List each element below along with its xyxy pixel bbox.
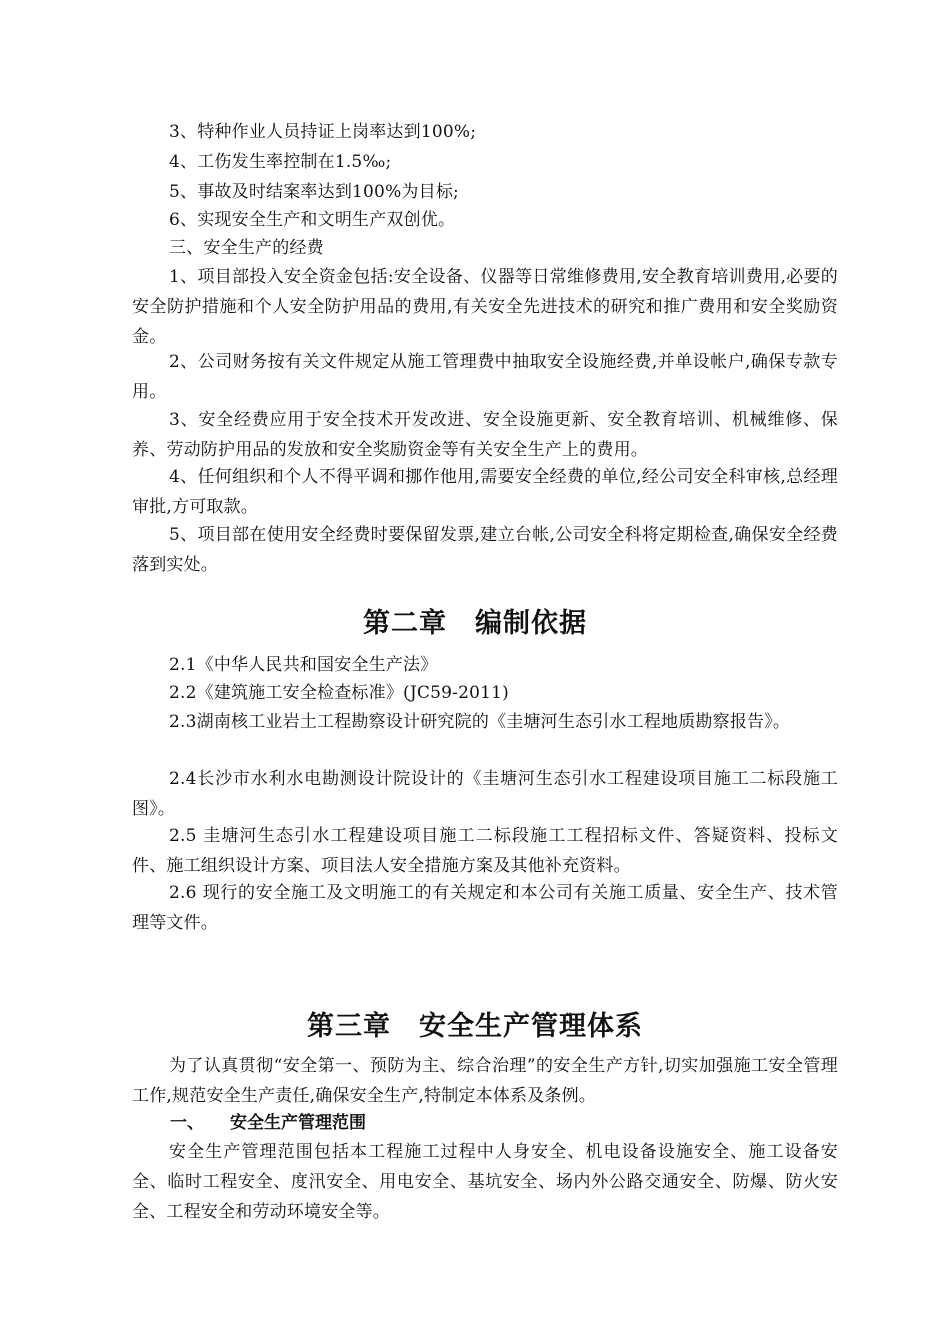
subheading-text: 安全生产管理范围 bbox=[230, 1113, 366, 1133]
basis-item-2-6: 2.6 现行的安全施工及文明施工的有关规定和本公司有关施工质量、安全生产、技术管理等文件。 bbox=[132, 883, 838, 933]
funding-paragraph-5: 5、项目部在使用安全经费时要保留发票,建立台帐,公司安全科将定期检查,确保安全经费落到实处。 bbox=[132, 525, 838, 575]
section-heading-funding: 三、安全生产的经费 bbox=[169, 238, 324, 258]
basis-item-2-2: 2.2《建筑施工安全检查标准》(JC59-2011) bbox=[169, 683, 509, 703]
subheading-number: 一、 bbox=[170, 1113, 204, 1133]
management-scope-body: 安全生产管理范围包括本工程施工过程中人身安全、机电设备设施安全、施工设备安全、临时工程安全、度汛安全、用电安全、基坑安全、场内外公路交通安全、防爆、防火安全、工程安全和劳动环境安全等。 bbox=[132, 1142, 838, 1222]
target-item-6: 6、实现安全生产和文明生产双创优。 bbox=[169, 210, 456, 230]
funding-paragraph-2: 2、公司财务按有关文件规定从施工管理费中抽取安全设施经费,并单设帐户,确保专款专用。 bbox=[132, 352, 838, 402]
chapter-3-title: 第三章 安全生产管理体系 bbox=[307, 1011, 643, 1042]
target-item-5: 5、事故及时结案率达到100%为目标; bbox=[169, 182, 459, 202]
target-item-4: 4、工伤发生率控制在1.5‰; bbox=[169, 152, 392, 172]
basis-item-2-3: 2.3湖南核工业岩土工程勘察设计研究院的《圭塘河生态引水工程地质勘察报告》。 bbox=[169, 712, 791, 732]
funding-paragraph-3: 3、安全经费应用于安全技术开发改进、安全设施更新、安全教育培训、机械维修、保养、劳动防护用品的发放和安全奖励资金等有关安全生产上的费用。 bbox=[132, 410, 838, 460]
basis-item-2-5: 2.5 圭塘河生态引水工程建设项目施工二标段施工工程招标文件、答疑资料、投标文件、施工组织设计方案、项目法人安全措施方案及其他补充资料。 bbox=[132, 826, 838, 876]
chapter-2-title: 第二章 编制依据 bbox=[363, 608, 587, 639]
subheading-management-scope bbox=[170, 1108, 366, 1138]
funding-paragraph-1: 1、项目部投入安全资金包括:安全设备、仪器等日常维修费用,安全教育培训费用,必要的安全防护措施和个人安全防护用品的费用,有关安全先进技术的研究和推广费用和安全奖励资金。 bbox=[132, 267, 838, 347]
funding-paragraph-4: 4、任何组织和个人不得平调和挪作他用,需要安全经费的单位,经公司安全科审核,总经理审批,方可取款。 bbox=[132, 467, 838, 517]
basis-item-2-1: 2.1《中华人民共和国安全生产法》 bbox=[169, 655, 438, 675]
basis-item-2-4: 2.4长沙市水利水电勘测设计院设计的《圭塘河生态引水工程建设项目施工二标段施工图》。 bbox=[132, 769, 838, 819]
chapter-3-intro: 为了认真贯彻“安全第一、预防为主、综合治理”的安全生产方针,切实加强施工安全管理工作,规范安全生产责任,确保安全生产,特制定本体系及条例。 bbox=[132, 1056, 838, 1106]
target-item-3: 3、特种作业人员持证上岗率达到100%; bbox=[169, 122, 477, 142]
